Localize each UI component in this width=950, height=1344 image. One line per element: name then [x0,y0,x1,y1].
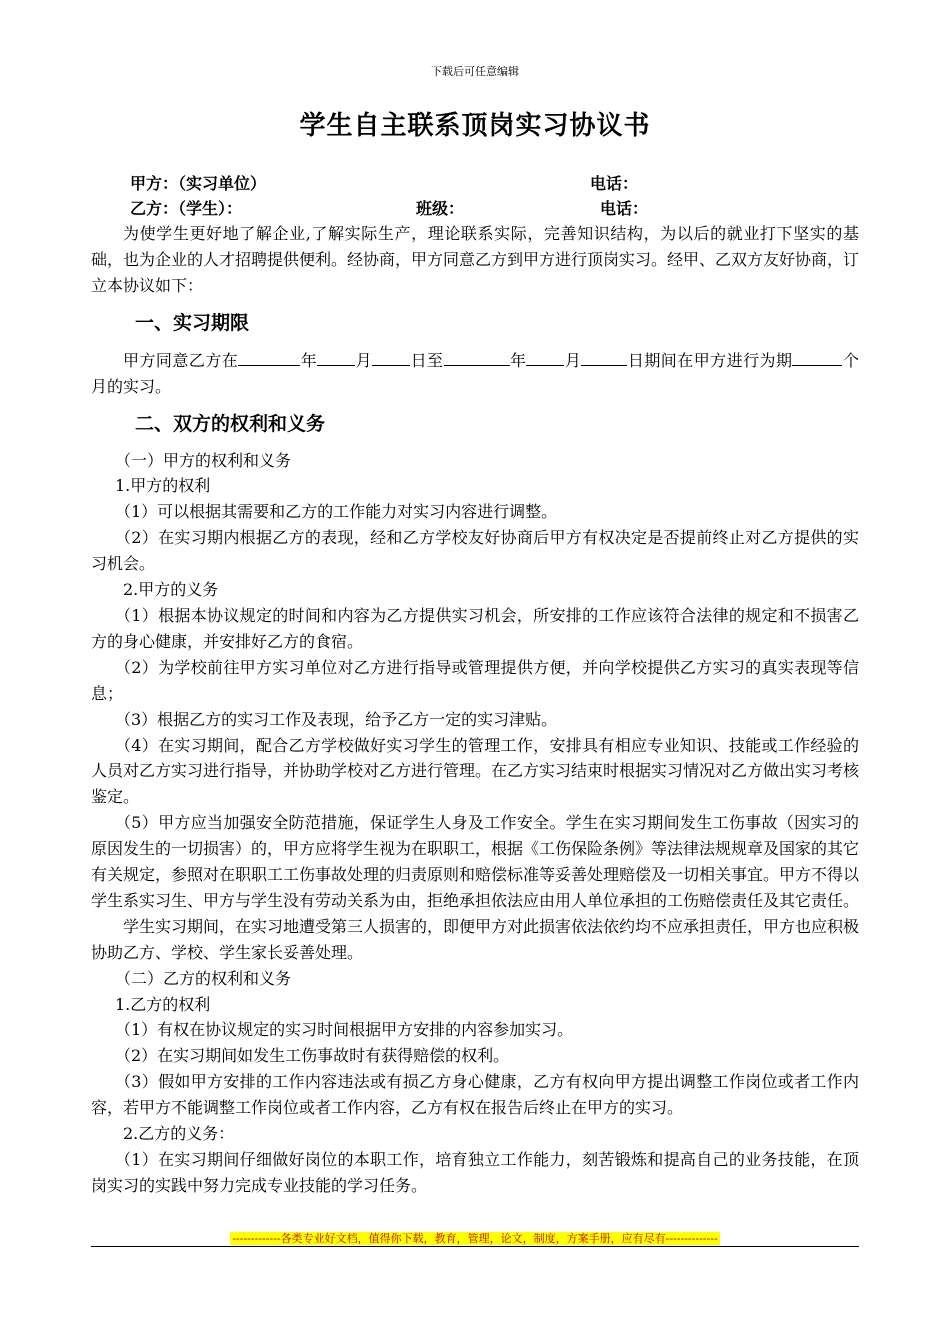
period-year-1: 年 [300,350,318,370]
party-a-duties-title: 2.甲方的义务 [123,580,219,600]
subheading-party-a: （一）甲方的权利和义务 [115,450,292,470]
party-a-phone-label: 电话： [590,174,639,193]
party-a-right-item: （2）在实习期内根据乙方的表现，经和乙方学校友好协商后甲方有权决定是否提前终止对乙方提供的实习机会。 [91,528,859,574]
section-heading-rights: 二、双方的权利和义务 [135,412,326,435]
party-b-right-item: （3）假如甲方安排的工作内容违法或有损乙方身心健康，乙方有权向甲方提出调整工作岗位或者工作内容，若甲方不能调整工作岗位或者工作内容，乙方有权在报告后终止在甲方的实习。 [91,1072,859,1118]
party-a-duty-item: （4）在实习期间，配合乙方学校做好实习学生的管理工作，安排具有相应专业知识、技能或工作经验的人员对乙方实习进行指导，并协助学校对乙方进行管理。在乙方实习结束时根据实习情况对乙方做出实习考核鉴定。 [91,735,860,807]
period-text-end: 个月的实习。 [91,350,859,396]
intro-paragraph: 为使学生更好地了解企业,了解实际生产，理论联系实际，完善知识结构，为以后的就业打下坚实的基础，也为企业的人才招聘提供便利。经协商，甲方同意乙方到甲方进行顶岗实习。经甲、乙双方友好协商，订立本协议如下： [91,224,860,295]
party-b-duty-item: （1）在实习期间仔细做好岗位的本职工作，培育独立工作能力，刻苦锻炼和提高自己的业务技能，在顶岗实习的实践中努力完成专业技能的学习任务。 [91,1150,859,1195]
document-title: 学生自主联系顶岗实习协议书 [299,111,651,141]
agreement-body [91,221,859,1199]
period-year-2: 年 [509,350,527,370]
party-a-label: 甲方：（实习单位） [130,174,267,193]
party-a-duty-item: （5）甲方应当加强安全防范措施，保证学生人身及工作安全。学生在实习期间发生工伤事故（因实习的原因发生的一切损害）的，甲方应将学生视为在职职工，根据《工伤保险条例》等法律法规规章及国家的其它有关规定，参照对在职职工工伤事故处理的归责原则和赔偿标准等妥善处理赔偿及一切相关事宜。甲方不得以学生系实习生、甲方与学生没有劳动关系为由，拒绝承担依法应由用人单位承担的工伤赔偿责任及其它责任。 [91,813,860,910]
blank-year-1 [238,347,300,366]
blank-month-2 [526,347,564,366]
footer-banner-text: -------------各类专业好文档，值得你下载，教育，管理，论文，制度，方案手册，应有尽有-------------- [232,1232,718,1245]
blank-year-2 [444,347,510,366]
blank-day-1 [372,347,410,366]
party-a-duty-item: （3）根据乙方的实习工作及表现，给予乙方一定的实习津贴。 [115,709,558,729]
party-b-duties-title: 2.乙方的义务： [123,1124,235,1144]
period-month-1: 月 [355,350,373,370]
party-b-class-label: 班级： [416,199,465,218]
party-b-phone-label: 电话： [600,199,649,218]
page-header-note: 下载后可任意编辑 [431,65,519,78]
party-b-right-item: （2）在实习期间如发生工伤事故时有获得赔偿的权利。 [115,1046,510,1066]
blank-month-1 [317,347,355,366]
party-a-duty-item: 学生实习期间，在实习地遭受第三人损害的，即便甲方对此损害依法依约均不应承担责任，甲方也应积极协助乙方、学校、学生家长妥善处理。 [91,916,860,962]
party-a-duty-item: （1）根据本协议规定的时间和内容为乙方提供实习机会，所安排的工作应该符合法律的规定和不损害乙方的身心健康，并安排好乙方的食宿。 [91,605,859,651]
period-paragraph [91,347,859,400]
period-month-2: 月 [564,350,582,370]
period-text-start: 甲方同意乙方在 [123,350,239,370]
party-b-right-item: （1）有权在协议规定的实习时间根据甲方安排的内容参加实习。 [115,1020,574,1040]
section-heading-period: 一、实习期限 [135,311,250,334]
blank-day-2 [581,347,627,366]
blank-months [792,347,842,366]
party-a-duty-item: （2）为学校前往甲方实习单位对乙方进行指导或管理提供方便，并向学校提供乙方实习的真实表现等信息； [91,657,859,703]
party-b-rights-title: 1.乙方的权利 [115,994,211,1014]
period-text-mid: 日期间在甲方进行为期 [627,350,793,370]
party-a-rights-title: 1.甲方的权利 [115,476,211,496]
party-a-right-item: （1）可以根据其需要和乙方的工作能力对实习内容进行调整。 [115,502,558,522]
subheading-party-b: （二）乙方的权利和义务 [115,968,292,988]
period-day-to: 日至 [410,350,444,370]
party-b-label: 乙方：（学生）： [130,199,243,218]
footer-banner [0,1227,950,1247]
footer-divider [91,1246,859,1247]
